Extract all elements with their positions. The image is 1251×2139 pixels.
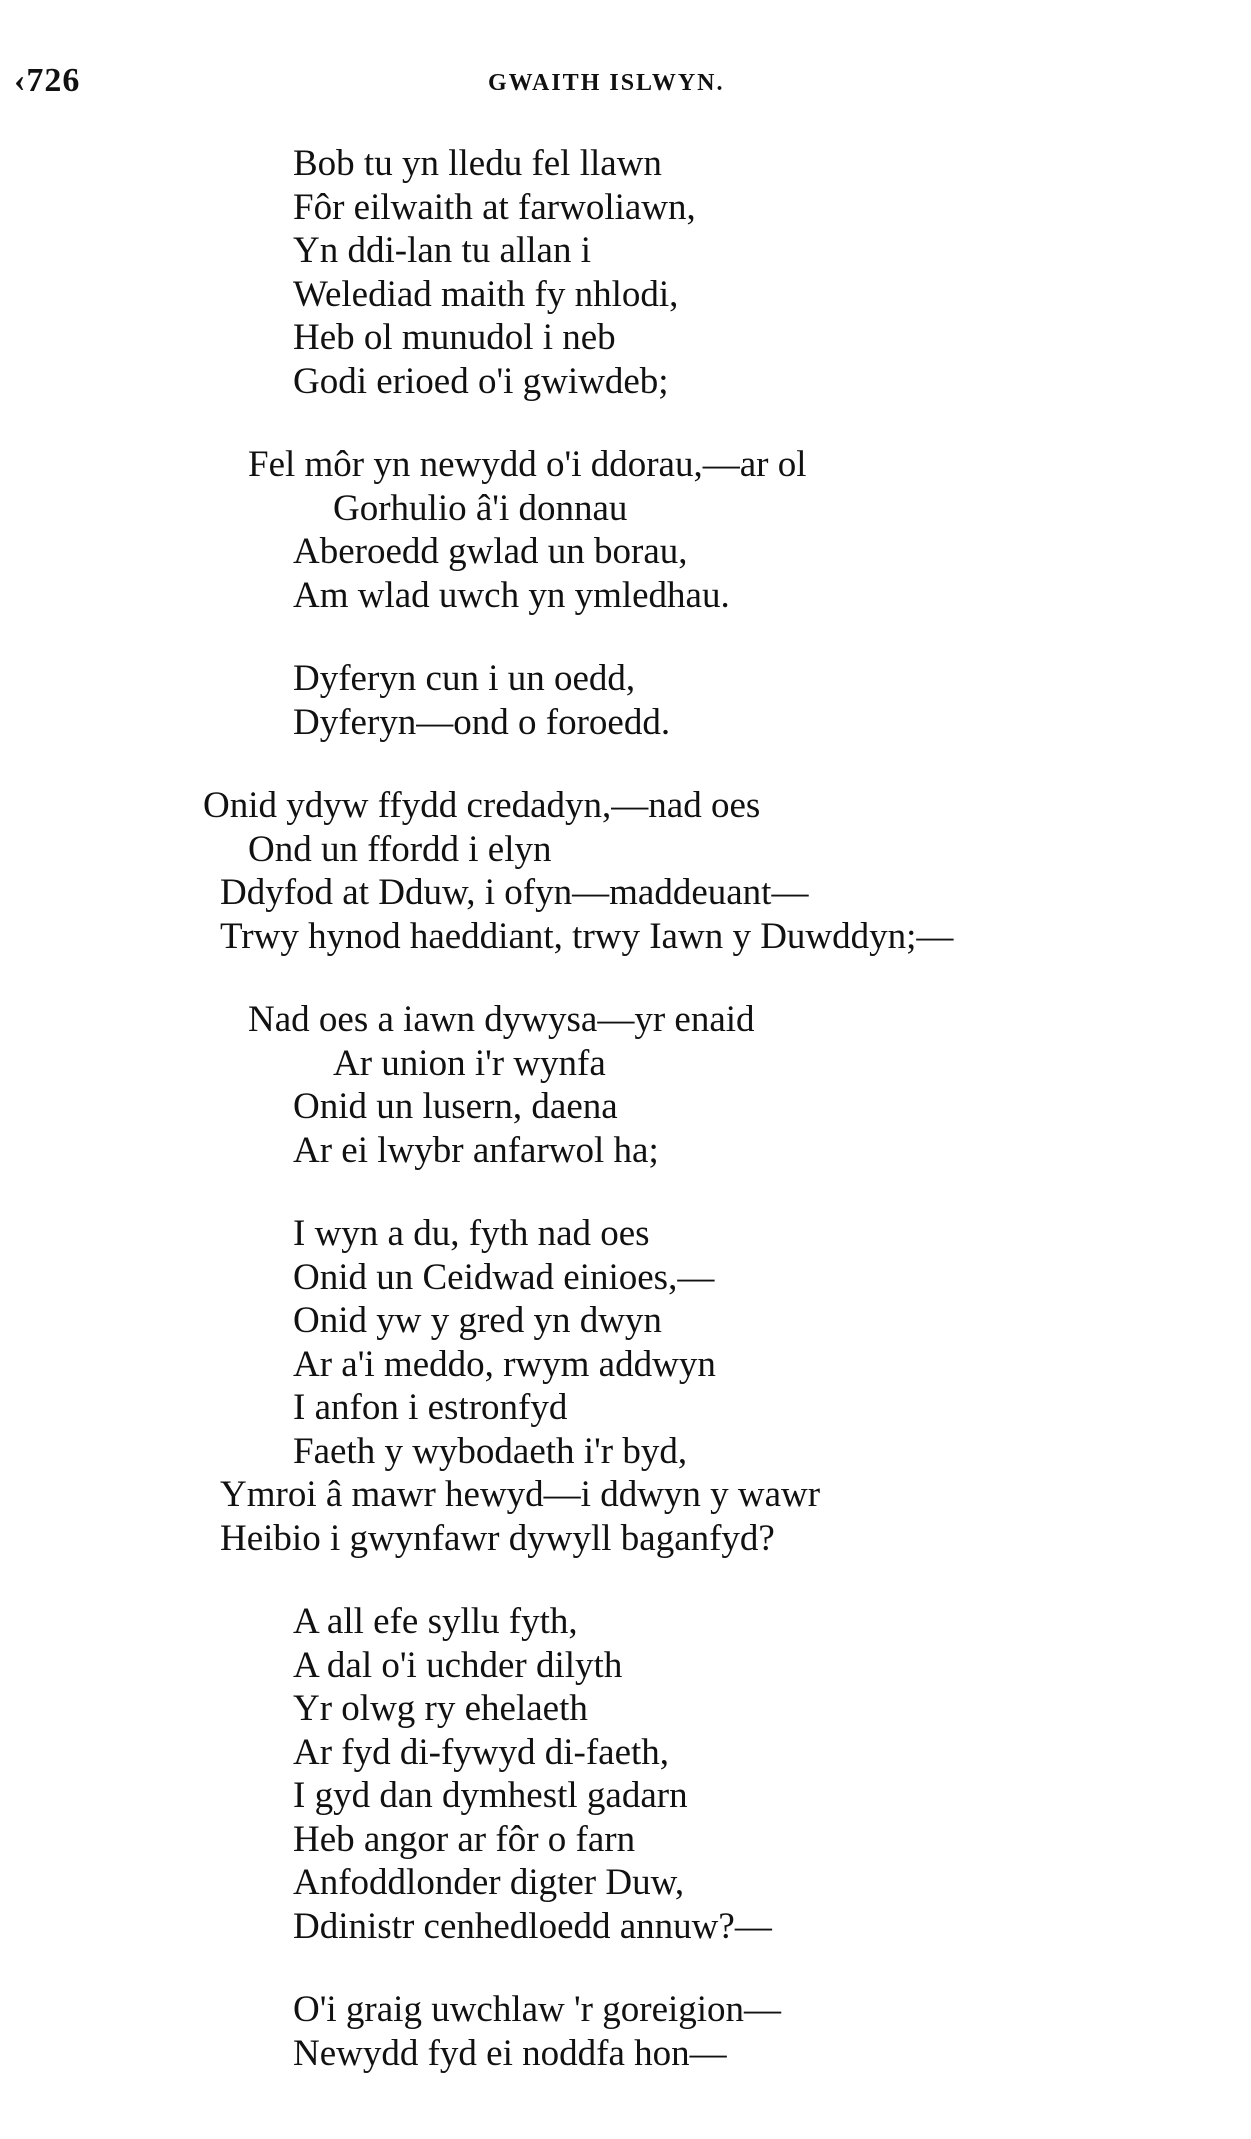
poem-line: Ymroi â mawr hewyd—i ddwyn y wawr — [220, 1474, 821, 1515]
poem-line: Heibio i gwynfawr dywyll baganfyd? — [220, 1517, 775, 1559]
poem-line: Ar union i'r wynfa — [333, 1042, 606, 1084]
poem-line: Welediad maith fy nhlodi, — [293, 273, 679, 315]
poem-line: Ar ei lwybr anfarwol ha; — [293, 1129, 659, 1171]
stanza — [0, 784, 1251, 958]
poem-line: Newydd fyd ei noddfa hon— — [293, 2032, 727, 2074]
poem-line: Dyferyn—ond o foroedd. — [293, 701, 671, 743]
poem-line: Trwy hynod haeddiant, trwy Iawn y Duwddyn;— — [220, 915, 954, 957]
poem-line: Onid un Ceidwad einioes,— — [293, 1256, 715, 1298]
poem-line: Ar fyd di-fywyd di-faeth, — [293, 1731, 670, 1773]
page-number: ‹726 — [14, 62, 81, 99]
poem-line: I gyd dan dymhestl gadarn — [293, 1775, 688, 1816]
poem-line: O'i graig uwchlaw 'r goreigion— — [293, 1989, 782, 2030]
poem-line: Ond un ffordd i elyn — [248, 828, 552, 870]
poem-line: Faeth y wybodaeth i'r byd, — [293, 1430, 688, 1472]
poem-line: I wyn a du, fyth nad oes — [293, 1213, 650, 1254]
poem-line: Anfoddlonder digter Duw, — [293, 1862, 685, 1903]
poem-text — [0, 142, 1251, 2115]
poem-line: Ar a'i meddo, rwym addwyn — [293, 1343, 716, 1385]
poem-line: Godi erioed o'i gwiwdeb; — [293, 360, 669, 402]
poem-line: Aberoedd gwlad un borau, — [293, 531, 688, 572]
poem-line: A all efe syllu fyth, — [293, 1601, 578, 1642]
stanza — [0, 142, 1251, 403]
poem-line: Ddinistr cenhedloedd annuw?— — [293, 1905, 772, 1947]
poem-line: Dyferyn cun i un oedd, — [293, 658, 636, 699]
poem-line: Fel môr yn newydd o'i ddorau,—ar ol — [248, 444, 807, 485]
stanza — [0, 998, 1251, 1172]
stanza — [0, 1212, 1251, 1560]
poem-line: Heb ol munudol i neb — [293, 317, 616, 358]
poem-line: Am wlad uwch yn ymledhau. — [293, 574, 730, 616]
poem-line: I anfon i estronfyd — [293, 1387, 568, 1428]
stanza — [0, 443, 1251, 617]
running-title: GWAITH ISLWYN. — [488, 70, 725, 96]
poem-line: Onid yw y gred yn dwyn — [293, 1300, 662, 1341]
poem-line: Yn ddi-lan tu allan i — [293, 230, 591, 271]
stanza — [0, 1988, 1251, 2075]
poem-line: Bob tu yn lledu fel llawn — [293, 143, 662, 184]
stanza — [0, 1600, 1251, 1948]
poem-line: Onid ydyw ffydd credadyn,—nad oes — [203, 785, 761, 826]
poem-line: Fôr eilwaith at farwoliawn, — [293, 186, 696, 228]
poem-line: Yr olwg ry ehelaeth — [293, 1688, 588, 1729]
poem-line: Nad oes a iawn dywysa—yr enaid — [248, 999, 755, 1040]
poem-line: Gorhulio â'i donnau — [333, 487, 628, 529]
poem-line: Ddyfod at Dduw, i ofyn—maddeuant— — [220, 872, 809, 913]
stanza — [0, 657, 1251, 744]
poem-line: Onid un lusern, daena — [293, 1086, 618, 1127]
page-header — [0, 62, 1251, 102]
poem-line: Heb angor ar fôr o farn — [293, 1818, 636, 1860]
poem-line: A dal o'i uchder dilyth — [293, 1644, 623, 1686]
